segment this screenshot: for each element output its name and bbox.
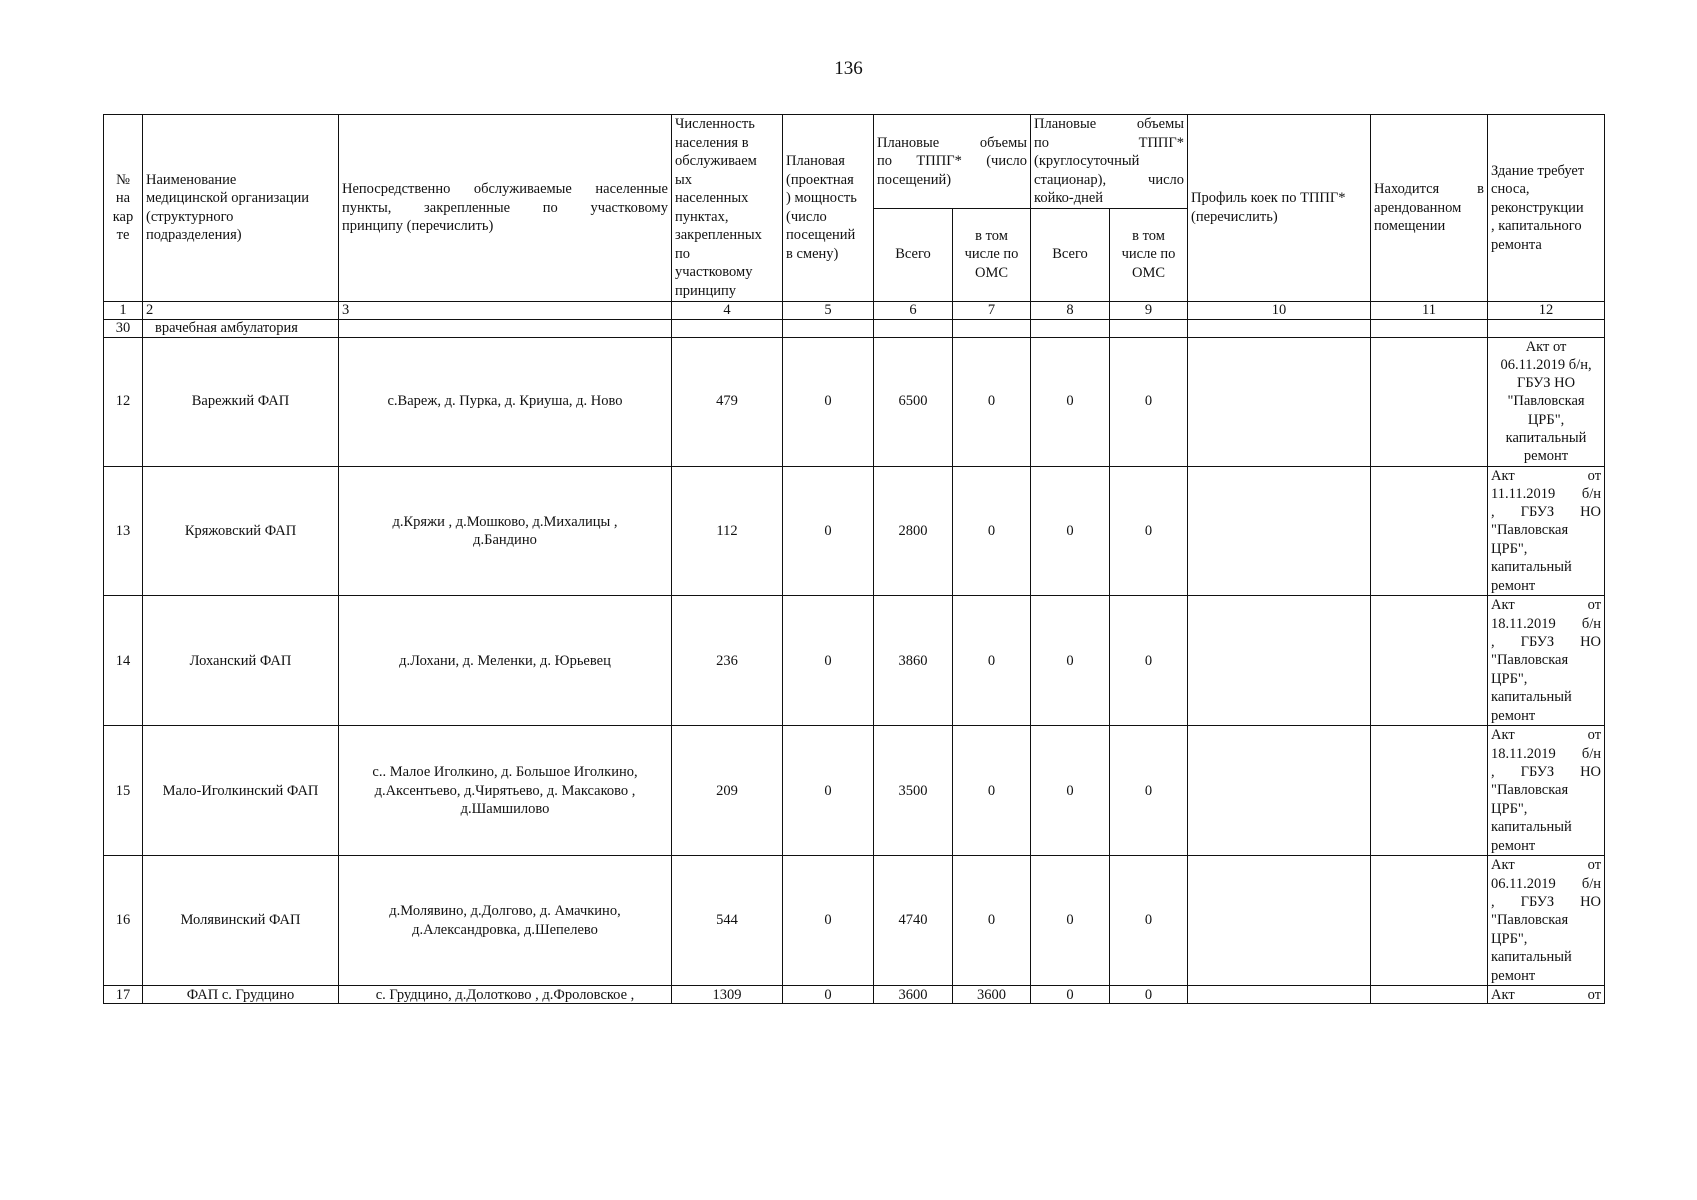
row-repair-note [1488,337,1605,466]
header-rented [1371,115,1488,302]
settlements-line: д.Кряжи , д.Мошково, д.Михалицы , [392,513,618,530]
repair-note-line: ремонт [1491,577,1536,594]
column-number-cell: 11 [1371,301,1488,319]
header-text-line: Находится в [1374,181,1485,197]
facilities-table [103,114,1605,1004]
repair-note-line: ЦРБ", [1491,800,1528,817]
page-number: 136 [834,58,863,79]
row-settlements [339,337,672,466]
header-text-line: ых [675,171,692,188]
settlements-line: д.Аксентьево, д.Чирятьево, д. Максаково , [374,782,636,799]
header-text-line: Численность [675,116,755,133]
settlements-line: д.Бандино [473,532,537,549]
header-text-line: Непосредственно обслуживаемые населенные [342,181,668,197]
repair-note-line: капитальный [1491,819,1572,836]
header-text-line: (структурного [146,208,234,225]
row-visits-oms: 0 [953,726,1031,856]
row-beds-total: 0 [1031,986,1110,1004]
header-text-line: сноса, [1491,181,1530,197]
header-text-line: Плановые объемы [877,134,1028,151]
header-text-line: ремонта [1491,236,1542,253]
header-text-line: принципу [675,282,737,299]
header-text-line: Плановые объемы [1034,116,1185,132]
header-text-line: , капитального [1491,218,1582,234]
header-population [672,115,783,302]
repair-note-line: ремонт [1523,448,1569,465]
header-text-line: по ТППГ* [1034,134,1185,151]
header-text-line: обслуживаем [675,153,757,170]
row-map-number: 17 [104,986,143,1004]
header-text-line: арендованном [1374,199,1462,216]
settlements-line: с.Вареж, д. Пурка, д. Криуша, д. Ново [387,393,623,410]
row-rented [1371,986,1488,1004]
repair-note-line: , ГБУЗ НО [1491,763,1602,780]
header-text-line: закрепленных [675,227,762,244]
row-settlements [339,856,672,986]
settlements-line: с.. Малое Иголкино, д. Большое Иголкино, [372,764,638,781]
header-text-line: участковому [675,264,753,281]
header-visits-oms [953,208,1031,301]
column-number-cell: 7 [953,301,1031,319]
repair-note-line: "Павловская [1491,782,1569,799]
row-beds-oms: 0 [1110,986,1188,1004]
column-number-cell: 5 [783,301,874,319]
header-text-line: Наименование [146,171,237,188]
row-bed-profile [1188,726,1371,856]
row-population: 479 [672,337,783,466]
column-number-cell: 6 [874,301,953,319]
repair-note-line: 06.11.2019 б/н [1491,875,1602,892]
header-text-line: в том [975,227,1008,244]
column-number-cell: 3 [339,301,672,319]
row-map-number: 16 [104,856,143,986]
section-number: 30 [104,319,143,337]
repair-note-line: 06.11.2019 б/н, [1500,356,1592,373]
repair-note-line: "Павловская [1491,652,1569,669]
header-text-line: кар [112,208,134,225]
row-repair-note [1488,596,1605,726]
repair-note-line: "Павловская [1491,912,1569,929]
column-number-cell: 8 [1031,301,1110,319]
column-number-row [104,301,1605,319]
header-text-line: числе по [964,246,1019,263]
header-text-line: ОМС [974,264,1009,281]
row-beds-oms: 0 [1110,596,1188,726]
header-text-line: реконструкции [1491,199,1584,216]
repair-note-line: Акт от [1491,986,1602,1003]
table-row [104,466,1605,596]
repair-note-line: ГБУЗ НО [1516,375,1576,392]
header-text-line: стационар), число [1034,171,1185,188]
header-text-line: (перечислить) [1191,208,1278,225]
repair-note-line: , ГБУЗ НО [1491,893,1602,910]
header-text-line: посещений [786,227,856,244]
header-text-line: Профиль коек по ТППГ* [1191,190,1346,207]
header-text-line: на [115,190,131,207]
header-text-line: койко-дней [1034,190,1104,206]
row-facility-name: Варежкий ФАП [143,337,339,466]
repair-note-line: ремонт [1491,967,1536,984]
row-visits-total: 3600 [874,986,953,1004]
row-facility-name: Мало-Иголкинский ФАП [143,726,339,856]
row-population: 112 [672,466,783,596]
row-map-number: 14 [104,596,143,726]
row-rented [1371,466,1488,596]
header-bed-profile [1188,115,1371,302]
settlements-line: д.Лохани, д. Меленки, д. Юрьевец [399,652,611,669]
row-beds-total: 0 [1031,337,1110,466]
header-text-line: ) мощность [786,190,857,207]
row-beds-total: 0 [1031,726,1110,856]
row-rented [1371,337,1488,466]
header-text-line: подразделения) [146,227,242,244]
repair-note-line: ремонт [1491,707,1536,724]
column-number-cell: 9 [1110,301,1188,319]
header-text-line: ОМС [1132,264,1166,281]
row-map-number: 15 [104,726,143,856]
header-text-line: в том [1132,227,1165,244]
column-number-cell: 4 [672,301,783,319]
header-text-line: по [675,245,691,262]
header-text-line: помещении [1374,218,1446,234]
repair-note-line: капитальный [1505,429,1587,446]
row-capacity: 0 [783,466,874,596]
row-facility-name: ФАП с. Грудцино [143,986,339,1004]
row-population: 1309 [672,986,783,1004]
repair-note-line: Акт от [1491,857,1602,874]
column-number-cell: 10 [1188,301,1371,319]
row-repair-note [1488,856,1605,986]
header-text-line: медицинской организации [146,190,310,207]
row-rented [1371,726,1488,856]
repair-note-line: 18.11.2019 б/н [1491,615,1602,632]
repair-note-line: ЦРБ", [1491,930,1528,947]
header-text-line: (число [786,208,827,225]
repair-note-line: Акт от [1525,338,1567,355]
section-name: врачебная амбулатория [143,319,339,337]
table-row [104,856,1605,986]
table-row [104,986,1605,1004]
row-visits-oms: 0 [953,466,1031,596]
row-rented [1371,596,1488,726]
repair-note-line: Акт от [1491,727,1602,744]
row-settlements [339,466,672,596]
row-beds-oms: 0 [1110,466,1188,596]
header-beds-oms [1110,208,1188,301]
header-text-line: № [116,171,130,188]
settlements-line: д.Молявино, д.Долгово, д. Амачкино, [389,903,621,920]
header-organization-name [143,115,339,302]
table-row [104,337,1605,466]
row-settlements [339,726,672,856]
settlements-line: д.Александровка, д.Шепелево [412,921,598,938]
row-map-number: 12 [104,337,143,466]
header-map-number [104,115,143,302]
header-text-line: по ТППГ* (число [877,153,1028,169]
row-population: 209 [672,726,783,856]
header-text-line: (проектная [786,171,854,188]
repair-note-line: , ГБУЗ НО [1491,634,1602,651]
row-bed-profile [1188,466,1371,596]
header-text-line: числе по [1121,246,1176,263]
row-beds-total: 0 [1031,466,1110,596]
row-capacity: 0 [783,337,874,466]
header-text-line: пункты, закрепленные по участковому [342,199,668,216]
row-visits-total: 4740 [874,856,953,986]
row-facility-name: Кряжовский ФАП [143,466,339,596]
header-text-line: в смену) [786,245,839,262]
repair-note-line: капитальный [1491,559,1572,576]
row-visits-total: 6500 [874,337,953,466]
row-beds-oms: 0 [1110,726,1188,856]
row-settlements [339,596,672,726]
row-capacity: 0 [783,726,874,856]
row-map-number: 13 [104,466,143,596]
row-repair-note [1488,986,1605,1004]
header-capacity [783,115,874,302]
header-planned-visits [874,115,1031,209]
row-bed-profile [1188,986,1371,1004]
row-bed-profile [1188,596,1371,726]
row-repair-note [1488,466,1605,596]
section-row [104,319,1605,337]
repair-note-line: капитальный [1491,689,1572,706]
column-number-cell: 2 [143,301,339,319]
row-capacity: 0 [783,596,874,726]
header-text-line: Плановая [786,153,845,170]
row-visits-total: 2800 [874,466,953,596]
repair-note-line: ЦРБ", [1491,540,1528,557]
repair-note-line: Акт от [1491,467,1602,484]
header-text-line: населения в [675,134,749,151]
row-facility-name: Лоханский ФАП [143,596,339,726]
repair-note-line: ЦРБ", [1491,670,1528,687]
row-visits-oms: 0 [953,596,1031,726]
column-number-cell: 1 [104,301,143,319]
row-visits-oms: 0 [953,856,1031,986]
header-planned-bed-days [1031,115,1188,209]
repair-note-line: 18.11.2019 б/н [1491,745,1602,762]
header-beds-total: Всего [1031,208,1110,301]
header-visits-total: Всего [874,208,953,301]
header-repair-required [1488,115,1605,302]
repair-note-line: "Павловская [1507,393,1585,410]
repair-note-line: ЦРБ", [1527,411,1565,428]
row-capacity: 0 [783,856,874,986]
table-row [104,596,1605,726]
column-number-cell: 12 [1488,301,1605,319]
header-text-line: принципу (перечислить) [342,218,494,234]
row-capacity: 0 [783,986,874,1004]
row-visits-total: 3860 [874,596,953,726]
row-rented [1371,856,1488,986]
repair-note-line: ремонт [1491,837,1536,854]
repair-note-line: 11.11.2019 б/н [1491,485,1602,502]
row-bed-profile [1188,856,1371,986]
row-visits-total: 3500 [874,726,953,856]
header-text-line: населенных [675,190,749,207]
repair-note-line: "Павловская [1491,522,1569,539]
row-beds-oms: 0 [1110,337,1188,466]
row-repair-note [1488,726,1605,856]
header-text-line: (круглосуточный [1034,153,1140,169]
row-visits-oms: 3600 [953,986,1031,1004]
row-facility-name: Молявинский ФАП [143,856,339,986]
header-text-line: пунктах, [675,208,729,225]
header-text-line: Здание требует [1491,162,1585,179]
repair-note-line: Акт от [1491,597,1602,614]
table-row [104,726,1605,856]
row-beds-oms: 0 [1110,856,1188,986]
repair-note-line: капитальный [1491,949,1572,966]
row-beds-total: 0 [1031,596,1110,726]
row-bed-profile [1188,337,1371,466]
row-visits-oms: 0 [953,337,1031,466]
settlements-line: д.Шамшилово [460,801,550,818]
header-text-line: посещений) [877,171,952,188]
row-population: 544 [672,856,783,986]
repair-note-line: , ГБУЗ НО [1491,504,1602,521]
row-settlements: с. Грудцино, д.Долотково , д.Фроловское , [339,986,672,1004]
header-served-settlements [339,115,672,302]
row-beds-total: 0 [1031,856,1110,986]
header-text-line: те [116,227,130,244]
row-population: 236 [672,596,783,726]
